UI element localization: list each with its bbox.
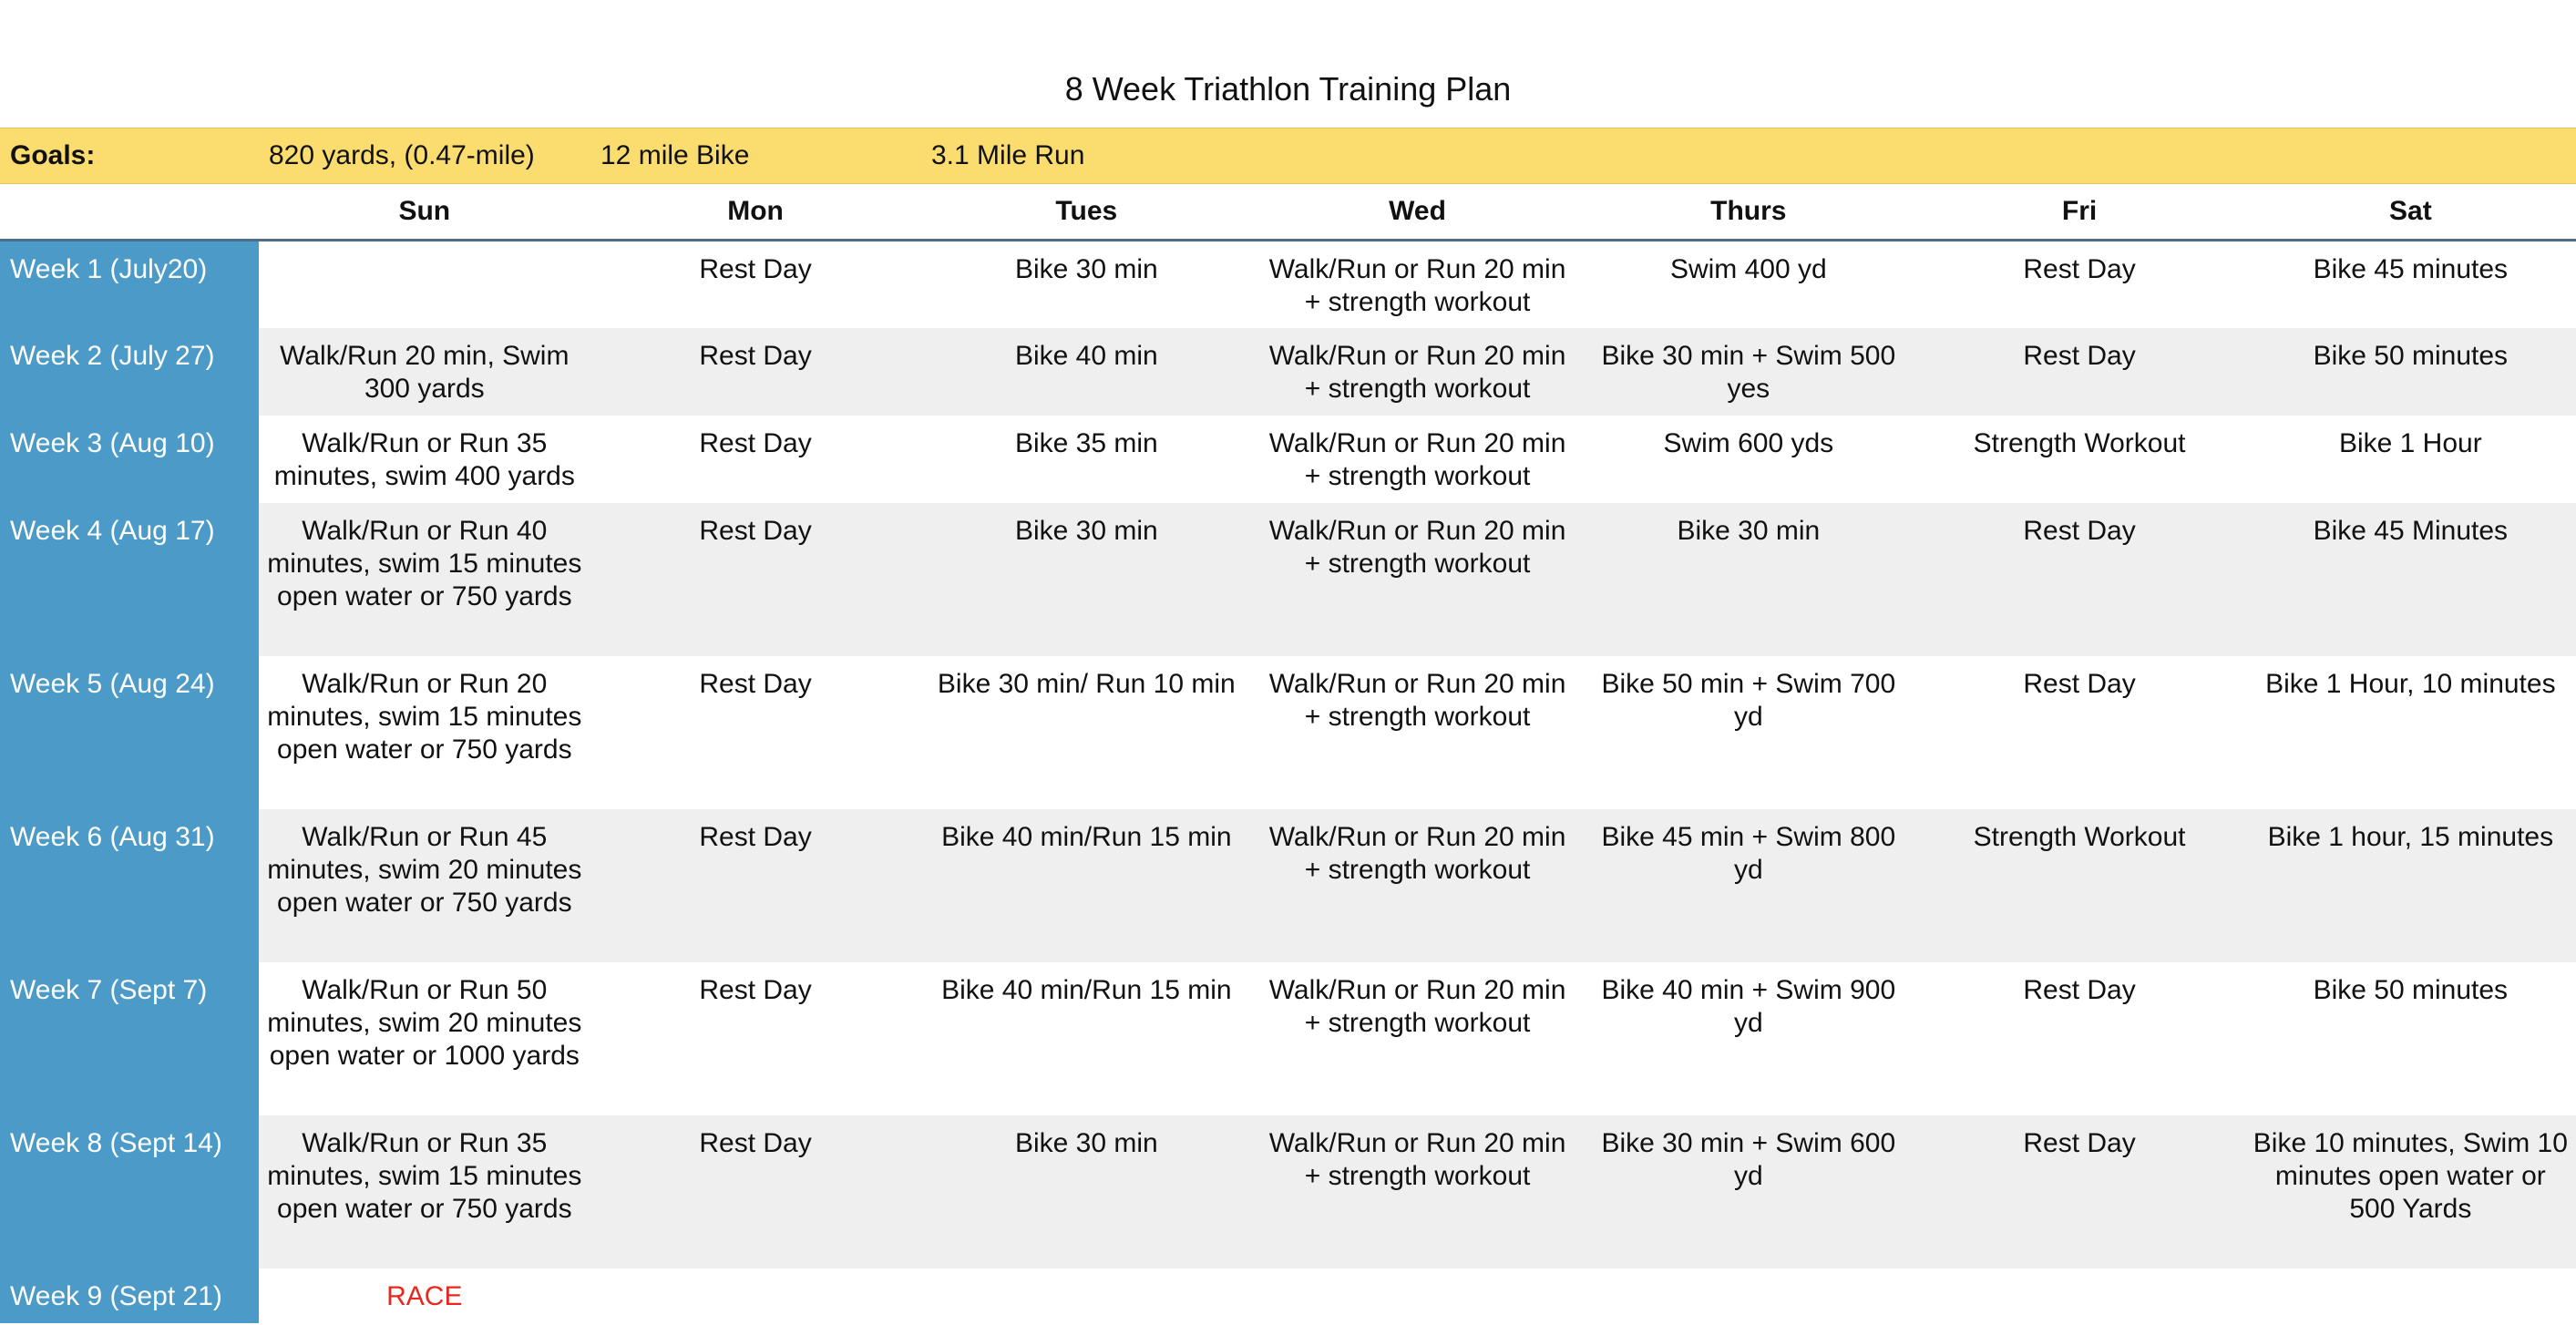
cell-wed xyxy=(1252,1269,1583,1323)
week-label: Week 5 (Aug 24) xyxy=(0,656,259,809)
cell-thurs: Bike 30 min + Swim 500 yes xyxy=(1583,328,1914,416)
cell-tues: Bike 30 min/ Run 10 min xyxy=(937,668,1236,699)
cell-fri: Strength Workout xyxy=(1914,809,2244,962)
goals-label: Goals: xyxy=(10,140,96,170)
cell-mon: Rest Day xyxy=(699,254,812,284)
header-fri: Fri xyxy=(1914,184,2244,241)
cell-thurs: Swim 600 yds xyxy=(1663,427,1834,458)
cell-wed: Walk/Run or Run 20 min + strength workout xyxy=(1268,668,1566,732)
cell-thurs: Bike 30 min xyxy=(1583,503,1914,656)
cell-sat: Bike 1 Hour xyxy=(2338,427,2482,458)
cell-sun: Walk/Run or Run 35 minutes, swim 15 minutes open water or 750 yards xyxy=(259,1115,590,1269)
cell-tues: Bike 30 min xyxy=(921,503,1252,656)
cell-sat xyxy=(2245,1269,2576,1323)
cell-thurs: Bike 40 min + Swim 900 yd xyxy=(1601,974,1896,1038)
goal-bike: 12 mile Bike xyxy=(600,140,750,170)
cell-tues: Bike 35 min xyxy=(1014,427,1158,458)
cell-sat: Bike 10 minutes, Swim 10 minutes open water or 500 Yards xyxy=(2245,1115,2576,1269)
header-tues: Tues xyxy=(921,184,1252,241)
cell-tues: Bike 40 min/Run 15 min xyxy=(941,974,1232,1005)
cell-mon: Rest Day xyxy=(590,328,920,416)
cell-thurs: Swim 400 yd xyxy=(1669,254,1827,284)
cell-wed: Walk/Run or Run 20 min + strength workout xyxy=(1252,503,1583,656)
cell-sun: Walk/Run 20 min, Swim 300 yards xyxy=(259,328,590,416)
cell-mon: Rest Day xyxy=(699,427,812,458)
cell-mon: Rest Day xyxy=(590,809,920,962)
cell-wed: Walk/Run or Run 20 min + strength workout xyxy=(1268,427,1566,491)
week-label: Week 1 (July20) xyxy=(0,241,259,328)
week-label: Week 4 (Aug 17) xyxy=(0,503,259,656)
cell-sun: Walk/Run or Run 45 minutes, swim 20 minutes open water or 750 yards xyxy=(259,809,590,962)
week-row-8 xyxy=(0,1115,2576,1269)
sheet-title: 8 Week Triathlon Training Plan xyxy=(1064,70,1512,108)
cell-sun: Walk/Run or Run 20 minutes, swim 15 minutes open water or 750 yards xyxy=(267,668,582,765)
goal-run: 3.1 Mile Run xyxy=(931,140,1085,170)
cell-tues: Bike 40 min xyxy=(921,328,1252,416)
cell-fri: Rest Day xyxy=(2023,668,2136,699)
week-label: Week 2 (July 27) xyxy=(0,328,259,416)
cell-fri: Rest Day xyxy=(1914,328,2244,416)
cell-sat: Bike 50 minutes xyxy=(2313,974,2509,1005)
cell-fri: Strength Workout xyxy=(1973,427,2186,458)
cell-mon: Rest Day xyxy=(699,974,812,1005)
week-label: Week 9 (Sept 21) xyxy=(0,1269,259,1323)
cell-sun: Walk/Run or Run 40 minutes, swim 15 minutes open water or 750 yards xyxy=(259,503,590,656)
goals-row xyxy=(0,128,2576,184)
cell-tues: Bike 30 min xyxy=(921,1115,1252,1269)
header-row xyxy=(0,184,2576,241)
cell-fri: Rest Day xyxy=(1914,1115,2244,1269)
cell-mon xyxy=(590,1269,920,1323)
week-label: Week 6 (Aug 31) xyxy=(0,809,259,962)
header-mon: Mon xyxy=(590,184,920,241)
training-table xyxy=(0,184,2576,1323)
race-cell: RACE xyxy=(386,1280,463,1311)
header-wed: Wed xyxy=(1252,184,1583,241)
cell-wed: Walk/Run or Run 20 min + strength workout xyxy=(1252,809,1583,962)
week-row-5 xyxy=(0,656,2576,809)
header-thurs: Thurs xyxy=(1583,184,1914,241)
week-label: Week 8 (Sept 14) xyxy=(0,1115,259,1269)
cell-thurs: Bike 30 min + Swim 600 yd xyxy=(1583,1115,1914,1269)
cell-fri xyxy=(1914,1269,2244,1323)
week-row-3 xyxy=(0,416,2576,503)
week-row-4 xyxy=(0,503,2576,656)
goal-swim: 820 yards, (0.47-mile) xyxy=(269,140,535,170)
week-label: Week 3 (Aug 10) xyxy=(0,416,259,503)
cell-fri: Rest Day xyxy=(2023,254,2136,284)
cell-tues: Bike 30 min xyxy=(1014,254,1158,284)
cell-sat: Bike 50 minutes xyxy=(2245,328,2576,416)
week-row-6 xyxy=(0,809,2576,962)
cell-sat: Bike 1 hour, 15 minutes xyxy=(2245,809,2576,962)
cell-thurs: Bike 50 min + Swim 700 yd xyxy=(1601,668,1896,732)
cell-wed: Walk/Run or Run 20 min + strength workout xyxy=(1268,974,1566,1038)
week-row-9 xyxy=(0,1269,2576,1323)
cell-fri: Rest Day xyxy=(1914,503,2244,656)
cell-mon: Rest Day xyxy=(699,668,812,699)
cell-wed: Walk/Run or Run 20 min + strength workout xyxy=(1252,328,1583,416)
cell-sun: Walk/Run or Run 50 minutes, swim 20 minutes open water or 1000 yards xyxy=(267,974,582,1071)
cell-tues: Bike 40 min/Run 15 min xyxy=(921,809,1252,962)
cell-wed: Walk/Run or Run 20 min + strength workout xyxy=(1252,1115,1583,1269)
cell-sat: Bike 45 minutes xyxy=(2313,254,2509,284)
cell-thurs xyxy=(1583,1269,1914,1323)
week-label: Week 7 (Sept 7) xyxy=(0,962,259,1115)
cell-sun xyxy=(259,241,590,328)
cell-sun: Walk/Run or Run 35 minutes, swim 400 yards xyxy=(273,427,575,491)
cell-mon: Rest Day xyxy=(590,1115,920,1269)
header-sun: Sun xyxy=(259,184,590,241)
cell-sat: Bike 1 Hour, 10 minutes xyxy=(2265,668,2556,699)
cell-wed: Walk/Run or Run 20 min + strength workout xyxy=(1268,254,1566,317)
week-row-7 xyxy=(0,962,2576,1115)
cell-tues xyxy=(921,1269,1252,1323)
header-sat: Sat xyxy=(2245,184,2576,241)
cell-mon: Rest Day xyxy=(590,503,920,656)
header-corner xyxy=(0,184,259,241)
week-row-1 xyxy=(0,241,2576,328)
cell-thurs: Bike 45 min + Swim 800 yd xyxy=(1583,809,1914,962)
cell-fri: Rest Day xyxy=(2023,974,2136,1005)
week-row-2 xyxy=(0,328,2576,416)
cell-sat: Bike 45 Minutes xyxy=(2245,503,2576,656)
